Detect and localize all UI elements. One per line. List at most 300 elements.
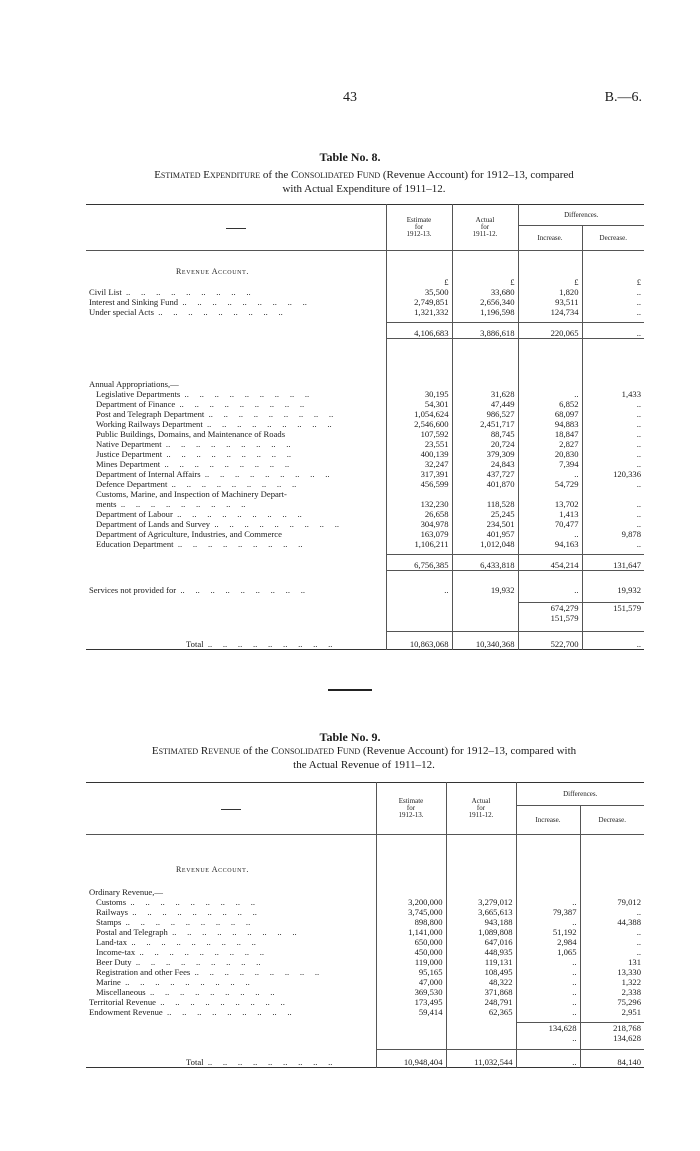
- leader-dots: .. .. .. .. .. .. .. .. ..: [203, 1056, 333, 1067]
- row-label: Customs: [96, 896, 127, 907]
- row-label-cell: [86, 631, 386, 649]
- row-label: Working Railways Department: [96, 418, 203, 429]
- cell-dec: ..: [582, 399, 644, 409]
- table-row: [86, 977, 644, 987]
- cell-inc: 2,827: [518, 439, 582, 449]
- cell-dec: 131,647: [582, 555, 644, 571]
- table-row: [86, 585, 644, 595]
- cell-est: 10,863,068: [386, 631, 452, 649]
- cell-act: 6,433,818: [452, 555, 518, 571]
- cell-act: 379,309: [452, 449, 518, 459]
- cell-inc: 1,413: [518, 509, 582, 519]
- row-label: [86, 603, 386, 624]
- cell-dec: ..: [582, 409, 644, 419]
- cell-est: 369,530: [376, 987, 446, 997]
- cell-est: 6,756,385: [386, 555, 452, 571]
- net-offset: 151,579: [550, 613, 579, 623]
- table-row: [86, 897, 644, 907]
- row-label: Legislative Departments: [96, 388, 181, 399]
- cell-est: 173,495: [376, 997, 446, 1007]
- table-row: [86, 439, 644, 449]
- cell-act: 401,957: [452, 529, 518, 539]
- cell-inc: 2,984: [516, 937, 580, 947]
- cell-est: 898,800: [376, 917, 446, 927]
- row-label-cell: [86, 469, 386, 479]
- cell-inc: ..: [518, 389, 582, 399]
- row-label-cell: [86, 459, 386, 469]
- cell-inc: 522,700: [518, 631, 582, 649]
- row-label-cell: [86, 967, 376, 977]
- row-label-cell: [86, 585, 386, 595]
- row-label-cell: [86, 957, 376, 967]
- leader-dots: .. .. .. .. .. .. .. .. ..: [131, 956, 261, 967]
- row-label: Interest and Sinking Fund: [89, 296, 179, 307]
- cell-est: 456,599: [386, 479, 452, 489]
- leader-dots: .. .. .. .. .. .. .. .. ..: [176, 584, 306, 595]
- cell-act: 19,932: [452, 585, 518, 595]
- cell-act: 20,724: [452, 439, 518, 449]
- cell-est: 400,139: [386, 449, 452, 459]
- row-label: Registration and other Fees: [96, 966, 191, 977]
- cell-est: [386, 603, 452, 624]
- cell-act: 62,365: [446, 1007, 516, 1017]
- cell-act: £: [452, 277, 518, 287]
- cell-inc: [518, 489, 582, 499]
- table-row: [86, 509, 644, 519]
- cell-act: 234,501: [452, 519, 518, 529]
- t9-header-increase: Increase.: [516, 806, 580, 835]
- cell-dec: ..: [582, 429, 644, 439]
- cell-est: 23,551: [386, 439, 452, 449]
- t8-appropriations-heading: [86, 379, 644, 389]
- row-label: Marine: [96, 976, 121, 987]
- cell-inc: £: [518, 277, 582, 287]
- table-row: [86, 957, 644, 967]
- sub-decrease: 218,768: [613, 1023, 641, 1033]
- cell-est: 54,301: [386, 399, 452, 409]
- cell-inc: 1,065: [516, 947, 580, 957]
- cell-est: £: [386, 277, 452, 287]
- table-row: [86, 419, 644, 429]
- table-9-caption: Estimated Revenue of the Consolidated Fund (Revenue Account) for 1912–13, compared with the Actual Revenue of 1911–12.: [151, 745, 577, 771]
- table-row: [86, 469, 644, 479]
- table-row: [86, 917, 644, 927]
- cell-act: 1,012,048: [452, 539, 518, 549]
- cell-dec: ..: [582, 419, 644, 429]
- cell-inc: 93,511: [518, 297, 582, 307]
- cell-act: 1,196,598: [452, 307, 518, 317]
- row-label-cell: [86, 439, 386, 449]
- cell-inc: ..: [516, 917, 580, 927]
- table-row: [86, 499, 644, 509]
- leader-dots: .. .. .. .. .. .. .. .. ..: [172, 508, 302, 519]
- leader-dots: .. .. .. .. .. .. .. .. ..: [127, 936, 256, 947]
- row-label-cell: [86, 997, 376, 1007]
- row-label-cell: [86, 977, 376, 987]
- t9-header-estimate: Estimate for 1912-13.: [376, 783, 446, 835]
- cell-inc: ..: [516, 987, 580, 997]
- leader-dots: .. .. .. .. .. .. .. .. ..: [145, 986, 275, 997]
- cell-act: 31,628: [452, 389, 518, 399]
- cell-inc: ..: [516, 1007, 580, 1017]
- table-row: [86, 937, 644, 947]
- cell-act: 118,528: [452, 499, 518, 509]
- cell-act: [452, 489, 518, 499]
- cell-dec: ..: [580, 907, 644, 917]
- cell-est: 450,000: [376, 947, 446, 957]
- table-row: [86, 987, 644, 997]
- cell-dec: 1,322: [580, 977, 644, 987]
- table-row: [86, 409, 644, 419]
- leader-dots: .. .. .. .. .. .. .. .. ..: [162, 448, 292, 459]
- table-row: [86, 389, 644, 399]
- row-label: Justice Department: [96, 448, 163, 459]
- leader-dots: .. .. .. .. .. .. .. .. ..: [167, 478, 297, 489]
- t8-header-differences: Differences.: [518, 205, 644, 226]
- row-label: Defence Department: [96, 478, 168, 489]
- cell-dec: [582, 489, 644, 499]
- cell-dec: ..: [580, 947, 644, 957]
- t8-header-actual: Actual for 1911-12.: [452, 205, 518, 251]
- cell-est: 35,500: [386, 287, 452, 297]
- cell-act: [446, 1023, 516, 1044]
- cell-est: 119,000: [376, 957, 446, 967]
- leader-dots: .. .. .. .. .. .. .. .. ..: [160, 458, 290, 469]
- row-label: Department of Labour: [96, 508, 173, 519]
- cell-dec: ..: [582, 449, 644, 459]
- cell-inc: ..: [518, 529, 582, 539]
- cell-inc: 454,214: [518, 555, 582, 571]
- leader-dots: .. .. .. .. .. .. .. .. ..: [204, 408, 334, 419]
- row-label: Land-tax: [96, 936, 128, 947]
- row-label: Total: [186, 1056, 204, 1067]
- cell-dec: ..: [582, 307, 644, 317]
- leader-dots: .. .. .. .. .. .. .. .. ..: [116, 498, 246, 509]
- table-row: [86, 529, 644, 539]
- cell-inc: 6,852: [518, 399, 582, 409]
- table-row: [86, 297, 644, 307]
- cell-inc: ..: [516, 997, 580, 1007]
- cell-inc: 7,394: [518, 459, 582, 469]
- cell-inc: 18,847: [518, 429, 582, 439]
- leader-dots: .. .. .. .. .. .. .. .. ..: [121, 916, 251, 927]
- table-row: [86, 429, 644, 439]
- cell-act: 448,935: [446, 947, 516, 957]
- row-label: Income-tax: [96, 946, 136, 957]
- t8-net-row: [86, 603, 644, 624]
- row-label-cell: [86, 987, 376, 997]
- table-row: [86, 927, 644, 937]
- cell-inc: 79,387: [516, 907, 580, 917]
- cell-inc: ..: [516, 1049, 580, 1067]
- t9-section-heading: [86, 865, 644, 875]
- leader-dots: .. .. .. .. .. .. .. .. ..: [121, 286, 251, 297]
- t8-header-decrease: Decrease.: [582, 226, 644, 251]
- cell-est: [376, 1023, 446, 1044]
- cell-est: 32,247: [386, 459, 452, 469]
- row-label: Stamps: [96, 916, 122, 927]
- row-label: Under special Acts: [89, 306, 154, 317]
- row-label: [86, 323, 386, 339]
- cell-act: 47,449: [452, 399, 518, 409]
- cell-inc: [518, 603, 582, 624]
- table-9-title: Table No. 9.: [319, 730, 381, 744]
- cell-inc: 94,883: [518, 419, 582, 429]
- table-row: [86, 997, 644, 1007]
- cell-act: 33,680: [452, 287, 518, 297]
- leader-dots: .. .. .. .. .. .. .. .. ..: [178, 296, 307, 307]
- leader-dots: .. .. .. .. .. .. .. .. ..: [190, 966, 320, 977]
- sub-decrease-2: 134,628: [613, 1033, 641, 1043]
- row-label: [86, 277, 386, 287]
- table-row: [86, 967, 644, 977]
- cell-act: 10,340,368: [452, 631, 518, 649]
- t8-header-increase: Increase.: [518, 226, 582, 251]
- cell-inc: 1,820: [518, 287, 582, 297]
- page-number: 43: [343, 90, 357, 105]
- cell-dec: 9,878: [582, 529, 644, 539]
- table-row: [86, 459, 644, 469]
- row-label-cell: [86, 499, 386, 509]
- row-label-cell: [86, 937, 376, 947]
- cell-dec: ..: [582, 509, 644, 519]
- cell-est: 304,978: [386, 519, 452, 529]
- row-label-cell: [86, 297, 386, 307]
- cell-dec: ..: [582, 479, 644, 489]
- row-label: Postal and Telegraph: [96, 926, 168, 937]
- leader-dots: .. .. .. .. .. .. .. .. ..: [210, 518, 339, 529]
- cell-act: 1,089,808: [446, 927, 516, 937]
- table-row: [86, 449, 644, 459]
- cell-dec: ..: [582, 539, 644, 549]
- cell-est: [386, 489, 452, 499]
- cell-act: 48,322: [446, 977, 516, 987]
- cell-act: 11,032,544: [446, 1049, 516, 1067]
- cell-dec: 151,579: [582, 603, 644, 624]
- cell-dec: ..: [582, 323, 644, 339]
- t8-header-estimate: Estimate for 1912-13.: [386, 205, 452, 251]
- row-label: Railways: [96, 906, 128, 917]
- cell-act: 437,727: [452, 469, 518, 479]
- cell-act: 647,016: [446, 937, 516, 947]
- row-label-cell: [86, 529, 386, 539]
- cell-dec: ..: [582, 297, 644, 307]
- header-dash: [226, 228, 246, 229]
- row-label: Department of Internal Affairs: [96, 468, 201, 479]
- cell-act: 3,279,012: [446, 897, 516, 907]
- leader-dots: .. .. .. .. .. .. .. .. ..: [135, 946, 265, 957]
- t9-section-heading-text: Revenue Account.: [176, 864, 249, 874]
- row-label: Services not provided for: [89, 584, 177, 595]
- cell-act: 24,843: [452, 459, 518, 469]
- cell-inc: ..: [518, 585, 582, 595]
- cell-est: 1,054,624: [386, 409, 452, 419]
- table-row: [86, 539, 644, 549]
- header-dash: [221, 809, 241, 810]
- cell-est: 317,391: [386, 469, 452, 479]
- cell-act: 108,495: [446, 967, 516, 977]
- table-row: [86, 1007, 644, 1017]
- row-label-cell: [86, 897, 376, 907]
- cell-dec: 1,433: [582, 389, 644, 399]
- row-label: Customs, Marine, and Inspection of Machinery Depart-: [96, 488, 287, 499]
- table-row: [86, 489, 644, 499]
- cell-inc: 94,163: [518, 539, 582, 549]
- cell-inc: ..: [516, 897, 580, 907]
- cell-est: 1,106,211: [386, 539, 452, 549]
- row-label-cell: [86, 519, 386, 529]
- cell-act: 2,451,717: [452, 419, 518, 429]
- cell-act: 943,188: [446, 917, 516, 927]
- cell-dec: 131: [580, 957, 644, 967]
- row-label-cell: [86, 509, 386, 519]
- leader-dots: .. .. .. .. .. .. .. .. ..: [126, 896, 255, 907]
- cell-est: 1,321,332: [386, 307, 452, 317]
- cell-dec: 44,388: [580, 917, 644, 927]
- cell-act: 3,665,613: [446, 907, 516, 917]
- leader-dots: .. .. .. .. .. .. .. .. ..: [202, 418, 332, 429]
- table-row: [86, 479, 644, 489]
- spacer-row: [86, 571, 644, 585]
- cell-inc: 70,477: [518, 519, 582, 529]
- table-row: [86, 519, 644, 529]
- cell-act: 401,870: [452, 479, 518, 489]
- row-label: Department of Agriculture, Industries, and Commerce: [96, 528, 282, 539]
- spacer-row: [86, 251, 644, 267]
- cell-est: 2,749,851: [386, 297, 452, 307]
- cell-dec: ..: [580, 927, 644, 937]
- row-label: Public Buildings, Domains, and Maintenance of Roads: [96, 428, 286, 439]
- cell-dec: [580, 1023, 644, 1044]
- cell-inc: 124,734: [518, 307, 582, 317]
- cell-est: 10,948,404: [376, 1049, 446, 1067]
- cell-dec: 13,330: [580, 967, 644, 977]
- cell-act: 371,868: [446, 987, 516, 997]
- cell-dec: £: [582, 277, 644, 287]
- row-label-cell: [86, 489, 386, 499]
- cell-est: 2,546,600: [386, 419, 452, 429]
- row-label: Education Department: [96, 538, 174, 549]
- cell-dec: 19,932: [582, 585, 644, 595]
- cell-inc: [516, 1023, 580, 1044]
- cell-est: 163,079: [386, 529, 452, 539]
- leader-dots: .. .. .. .. .. .. .. .. ..: [180, 388, 310, 399]
- row-label-cell: [86, 947, 376, 957]
- section-divider: [328, 689, 372, 691]
- cell-inc: 13,702: [518, 499, 582, 509]
- t8-section-heading: [86, 267, 644, 277]
- leader-dots: .. .. .. .. .. .. .. .. ..: [167, 926, 297, 937]
- cell-est: ..: [386, 585, 452, 595]
- row-label: Miscellaneous: [96, 986, 146, 997]
- leader-dots: .. .. .. .. .. .. .. .. ..: [175, 398, 305, 409]
- cell-dec: ..: [582, 499, 644, 509]
- cell-dec: ..: [582, 519, 644, 529]
- spacer-row: [86, 595, 644, 603]
- leader-dots: .. .. .. .. .. .. .. .. ..: [127, 906, 257, 917]
- row-label-cell: [86, 907, 376, 917]
- row-label-cell: [86, 419, 386, 429]
- t9-ordinary-heading: [86, 887, 644, 897]
- row-label-cell: [86, 479, 386, 489]
- table-8-title: Table No. 8.: [319, 150, 381, 164]
- spacer-row: [86, 339, 644, 379]
- leader-dots: .. .. .. .. .. .. .. .. ..: [162, 1006, 292, 1017]
- cell-inc: ..: [516, 967, 580, 977]
- table-8: [86, 204, 644, 650]
- cell-inc: 54,729: [518, 479, 582, 489]
- table-row: [86, 277, 644, 287]
- cell-est: 26,658: [386, 509, 452, 519]
- leader-dots: .. .. .. .. .. .. .. .. ..: [161, 438, 291, 449]
- row-label: Department of Lands and Survey: [96, 518, 211, 529]
- cell-dec: ..: [582, 459, 644, 469]
- cell-dec: 79,012: [580, 897, 644, 907]
- sub-increase-2: ..: [572, 1033, 577, 1043]
- row-label-cell: [86, 1049, 376, 1067]
- cell-est: 95,165: [376, 967, 446, 977]
- row-label: Department of Finance: [96, 398, 176, 409]
- table-9: [86, 782, 644, 1068]
- table-8-caption: Estimated Expenditure of the Consolidated Fund (Revenue Account) for 1912–13, compared with Actual Expenditure of 1911–12.: [154, 169, 574, 195]
- table-row: [86, 399, 644, 409]
- cell-est: 3,200,000: [376, 897, 446, 907]
- cell-dec: ..: [582, 287, 644, 297]
- t9-sub-row: [86, 1023, 644, 1044]
- leader-dots: .. .. .. .. .. .. .. .. ..: [173, 538, 303, 549]
- cell-act: 3,886,618: [452, 323, 518, 339]
- row-label: Post and Telegraph Department: [96, 408, 205, 419]
- cell-dec: 2,338: [580, 987, 644, 997]
- t9-ordinary-heading-text: Ordinary Revenue,—: [89, 886, 163, 897]
- leader-dots: .. .. .. .. .. .. .. .. ..: [203, 638, 333, 649]
- t9-header-actual: Actual for 1911-12.: [446, 783, 516, 835]
- cell-est: 47,000: [376, 977, 446, 987]
- cell-act: 248,791: [446, 997, 516, 1007]
- cell-est: 3,745,000: [376, 907, 446, 917]
- row-label: Beer Duty: [96, 956, 132, 967]
- row-label: Endowment Revenue: [89, 1006, 163, 1017]
- cell-act: [452, 603, 518, 624]
- table-row: [86, 307, 644, 317]
- row-label-cell: [86, 927, 376, 937]
- t9-header-differences: Differences.: [516, 783, 644, 806]
- leader-dots: .. .. .. .. .. .. .. .. ..: [120, 976, 250, 987]
- cell-act: 2,656,340: [452, 297, 518, 307]
- cell-act: 25,245: [452, 509, 518, 519]
- row-label: Territorial Revenue: [89, 996, 156, 1007]
- cell-inc: ..: [516, 957, 580, 967]
- cell-est: 650,000: [376, 937, 446, 947]
- cell-est: 4,106,683: [386, 323, 452, 339]
- row-label: Civil List: [89, 286, 122, 297]
- document-reference: B.—6.: [604, 90, 642, 105]
- row-label: ments: [96, 498, 117, 509]
- row-label: [86, 1023, 376, 1044]
- cell-est: 30,195: [386, 389, 452, 399]
- cell-est: 1,141,000: [376, 927, 446, 937]
- cell-inc: 220,065: [518, 323, 582, 339]
- t8-section-heading-text: Revenue Account.: [176, 266, 249, 276]
- table-row: [86, 323, 644, 339]
- table-row: [86, 1049, 644, 1067]
- row-label-cell: [86, 917, 376, 927]
- cell-dec: 84,140: [580, 1049, 644, 1067]
- cell-inc: 68,097: [518, 409, 582, 419]
- cell-dec: ..: [580, 937, 644, 947]
- row-label-cell: [86, 1007, 376, 1017]
- cell-act: 986,527: [452, 409, 518, 419]
